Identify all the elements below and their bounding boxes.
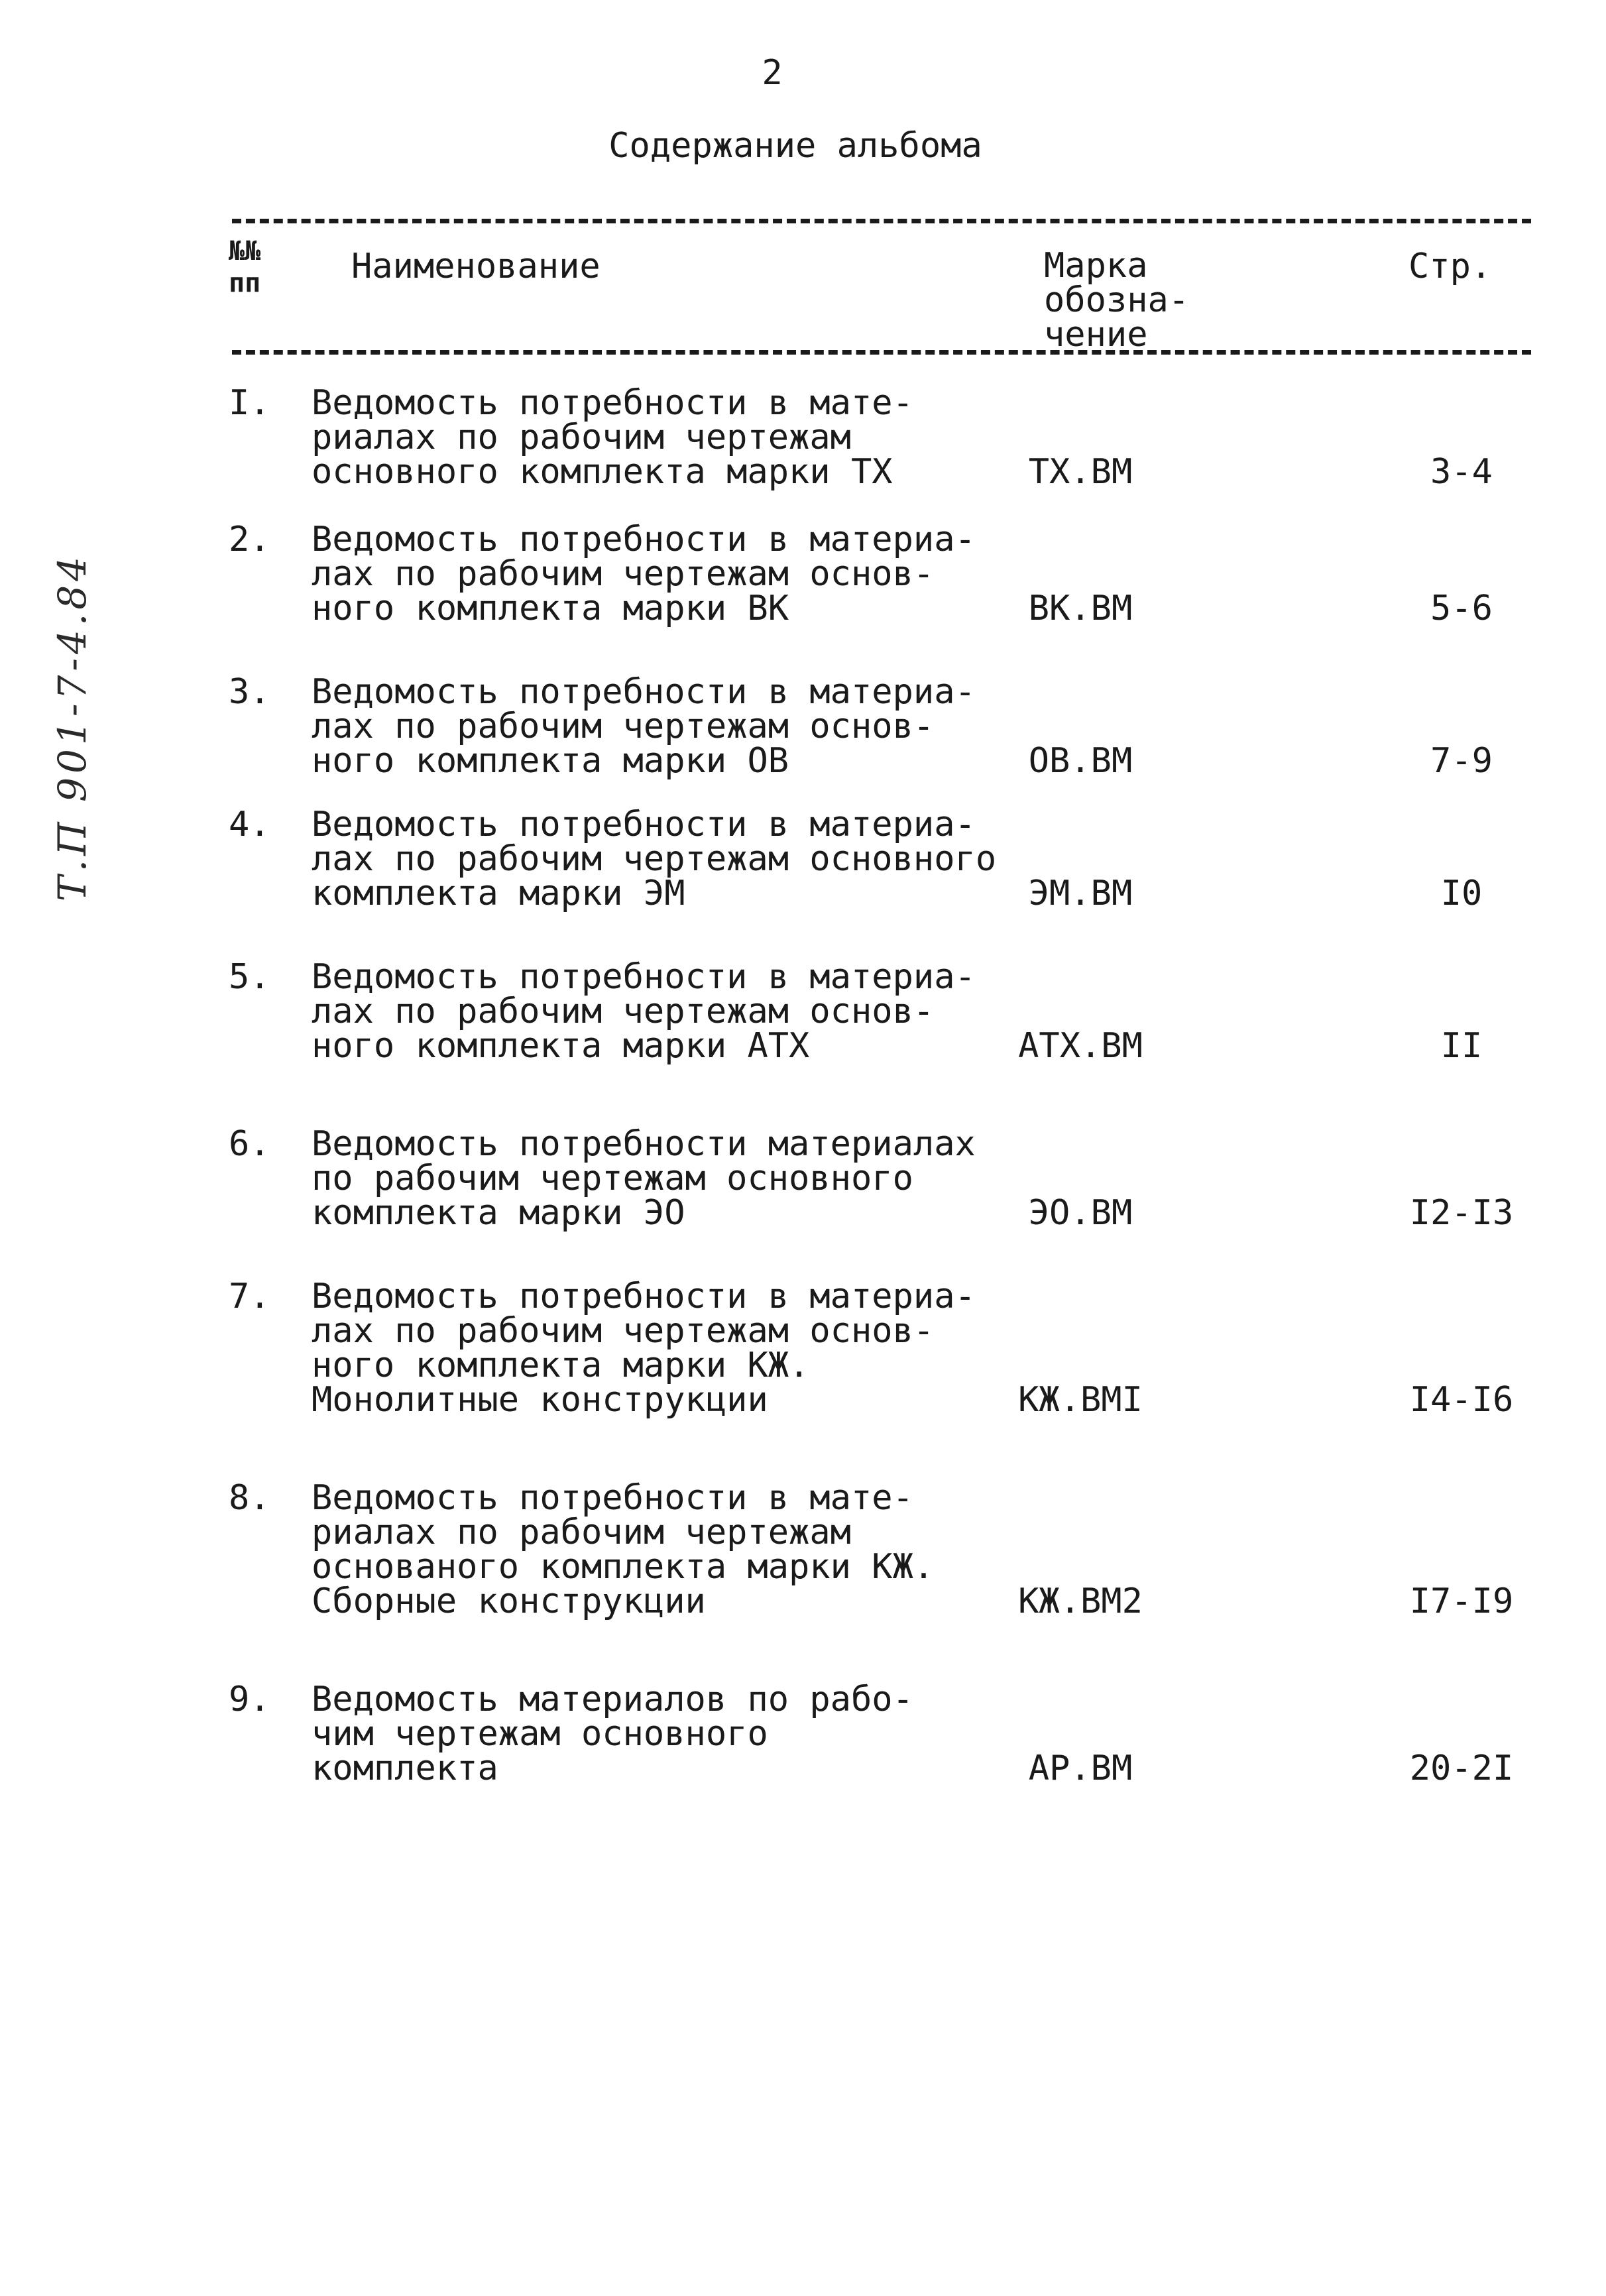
row-name: Ведомость потребности в материа- лах по рабочим чертежам основ- ного комплекта марки ВК — [312, 520, 976, 628]
row-mark: КЖ.ВМI — [1018, 1380, 1143, 1420]
row-number: 9. — [229, 1680, 270, 1719]
header-number: №№ пп — [229, 236, 261, 298]
row-page: 5-6 — [1430, 589, 1493, 628]
row-number: 5. — [229, 957, 270, 997]
row-mark: ОВ.ВМ — [1028, 741, 1133, 781]
row-name: Ведомость материалов по рабо- чим чертежам основного комплекта — [312, 1680, 913, 1788]
row-name: Ведомость потребности в материа- лах по рабочим чертежам основного комплекта марки ЭМ — [312, 805, 997, 913]
row-page: I0 — [1440, 874, 1483, 913]
page-title: Содержание альбома — [608, 126, 982, 166]
row-name: Ведомость потребности в мате- риалах по рабочим чертежам основного комплекта марки ТХ — [312, 383, 913, 492]
header-page: Стр. — [1408, 247, 1492, 286]
side-stamp: Т.П 901-7-4.84 — [50, 552, 95, 901]
row-name: Ведомость потребности в мате- риалах по рабочим чертежам основаного комплекта марки КЖ. Сборные конструкции — [312, 1478, 935, 1621]
row-number: 2. — [229, 520, 270, 559]
header-mark: Марка обозна- чение — [1044, 246, 1190, 355]
row-number: 7. — [229, 1277, 270, 1316]
row-name: Ведомость потребности материалах по рабочим чертежам основного комплекта марки ЭО — [312, 1124, 976, 1233]
row-mark: КЖ.ВМ2 — [1018, 1581, 1143, 1621]
row-name: Ведомость потребности в материа- лах по рабочим чертежам основ- ного комплекта марки АТХ — [312, 957, 976, 1066]
row-name: Ведомость потребности в материа- лах по рабочим чертежам основ- ного комплекта марки ОВ — [312, 672, 976, 781]
row-mark: ТХ.ВМ — [1028, 452, 1133, 492]
row-page: 7-9 — [1430, 741, 1493, 781]
row-page: I2-I3 — [1409, 1193, 1514, 1233]
row-page: I4-I6 — [1409, 1380, 1514, 1420]
row-number: I. — [229, 383, 270, 423]
row-page: I7-I9 — [1409, 1581, 1514, 1621]
page-number: 2 — [762, 53, 783, 93]
row-mark: АТХ.ВМ — [1018, 1026, 1143, 1066]
row-number: 4. — [229, 805, 270, 844]
header-name: Наименование — [351, 247, 601, 286]
row-number: 6. — [229, 1124, 270, 1164]
row-page: 20-2I — [1409, 1749, 1514, 1788]
row-page: II — [1440, 1026, 1483, 1066]
row-mark: АР.ВМ — [1028, 1749, 1133, 1788]
row-mark: ЭО.ВМ — [1028, 1193, 1133, 1233]
row-page: 3-4 — [1430, 452, 1493, 492]
row-number: 3. — [229, 672, 270, 712]
row-name: Ведомость потребности в материа- лах по рабочим чертежам основ- ного комплекта марки КЖ. Монолитные конструкции — [312, 1277, 976, 1420]
row-mark: ЭМ.ВМ — [1028, 874, 1133, 913]
row-number: 8. — [229, 1478, 270, 1518]
row-mark: ВК.ВМ — [1028, 589, 1133, 628]
